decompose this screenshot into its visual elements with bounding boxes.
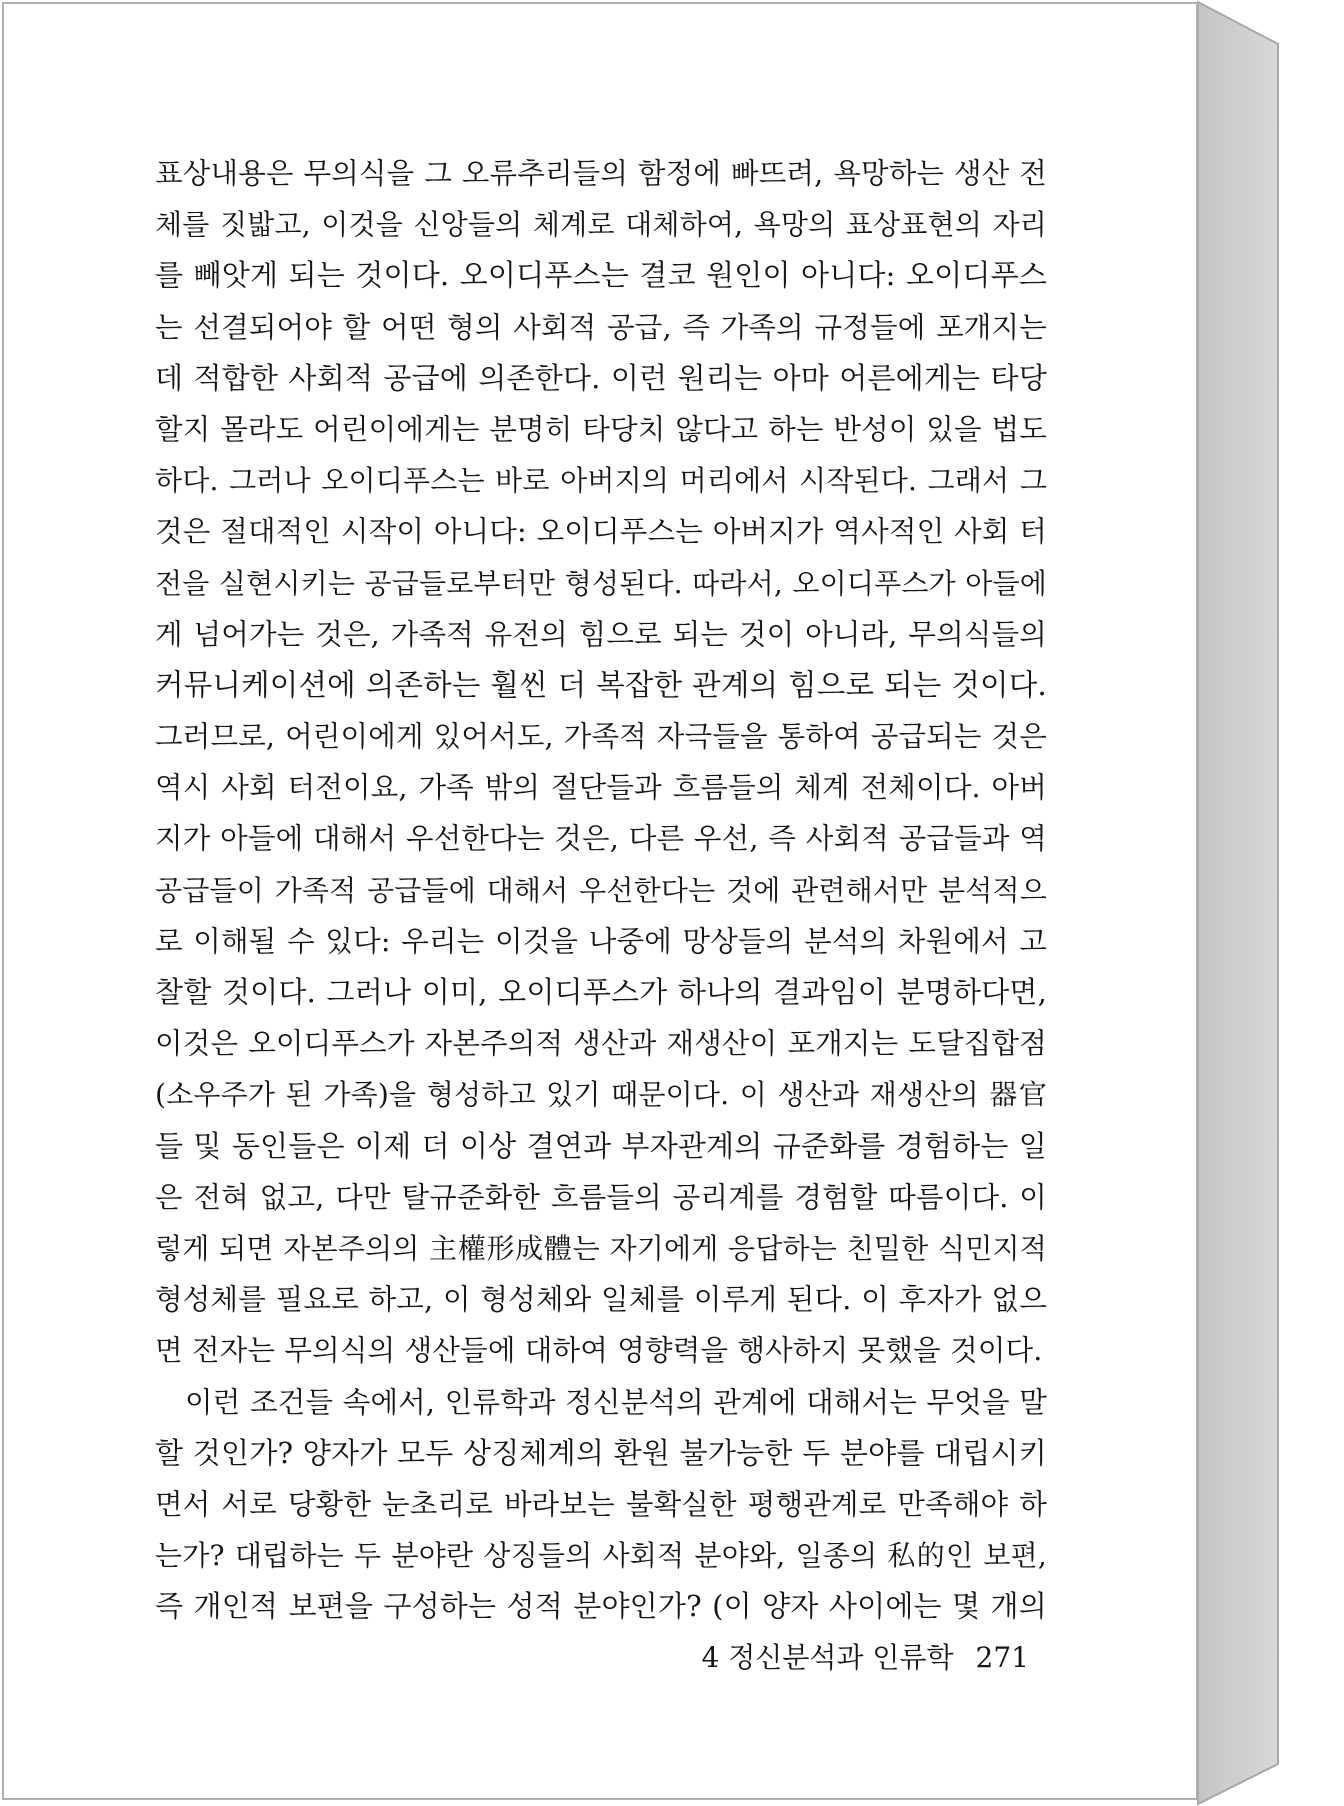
- text-line: 공급들이 가족적 공급들에 대해서 우선한다는 것에 관련해서만 분석적으: [155, 873, 1047, 907]
- text-line: 즉 개인적 보편을 구성하는 성적 분야인가? (이 양자 사이에는 몇 개의: [155, 1589, 1047, 1624]
- running-footer-chapter: 4 정신분석과 인류학: [701, 1641, 954, 1674]
- text-line: 할 것인가? 양자가 모두 상징체계의 환원 불가능한 두 분야를 대립시키: [155, 1435, 1047, 1470]
- text-line: 면 전자는 무의식의 생산들에 대하여 영향력을 행사하지 못했을 것이다.: [155, 1334, 1043, 1368]
- text-line: 할지 몰라도 어린이에게는 분명히 타당치 않다고 하는 반성이 있을 법도: [155, 412, 1047, 446]
- text-line: 커뮤니케이션에 의존하는 훨씬 더 복잡한 관계의 힘으로 되는 것이다.: [155, 667, 1047, 702]
- text-line: 로 이해될 수 있다: 우리는 이것을 나중에 망상들의 분석의 차원에서 고: [155, 924, 1047, 958]
- text-line: 는 선결되어야 할 어떤 형의 사회적 공급, 즉 가족의 규정들에 포개지는: [155, 310, 1047, 344]
- text-line: 렇게 되면 자본주의의 主權形成體는 자기에게 응답하는 친밀한 식민지적: [155, 1231, 1047, 1265]
- text-line: 역시 사회 터전이요, 가족 밖의 절단들과 흐름들의 체계 전체이다. 아버: [155, 771, 1047, 805]
- text-line: 찰할 것이다. 그러나 이미, 오이디푸스가 하나의 결과임이 분명하다면,: [155, 975, 1047, 1009]
- text-line: 전을 실현시키는 공급들로부터만 형성된다. 따라서, 오이디푸스가 아들에: [155, 566, 1047, 600]
- text-line: 하다. 그러나 오이디푸스는 바로 아버지의 머리에서 시작된다. 그래서 그: [155, 464, 1047, 498]
- text-line: 면서 서로 당황한 눈초리로 바라보는 불확실한 평행관계로 만족해야 하: [155, 1487, 1047, 1521]
- page-footer: [702, 1636, 1029, 1676]
- text-line: 는가? 대립하는 두 분야란 상징들의 사회적 분야와, 일종의 私的인 보편,: [155, 1539, 1047, 1573]
- text-line: 은 전혀 없고, 다만 탈규준화한 흐름들의 공리계를 경험할 따름이다. 이: [155, 1180, 1047, 1214]
- body-text: [155, 148, 1047, 1632]
- text-line: 표상내용은 무의식을 그 오류추리들의 함정에 빠뜨려, 욕망하는 생산 전: [155, 157, 1047, 190]
- text-line: 이런 조건들 속에서, 인류학과 정신분석의 관계에 대해서는 무엇을 말: [185, 1385, 1047, 1419]
- text-line: 데 적합한 사회적 공급에 의존한다. 이런 원리는 아마 어른에게는 타당: [155, 360, 1047, 395]
- text-line: 형성체를 필요로 하고, 이 형성체와 일체를 이루게 된다. 이 후자가 없으: [155, 1283, 1047, 1317]
- text-line: 지가 아들에 대해서 우선한다는 것은, 다른 우선, 즉 사회적 공급들과 역: [155, 822, 1047, 856]
- text-line: 들 및 동인들은 이제 더 이상 결연과 부자관계의 규준화를 경험하는 일: [155, 1128, 1047, 1163]
- text-line: 것은 절대적인 시작이 아니다: 오이디푸스는 아버지가 역사적인 사회 터: [155, 515, 1047, 549]
- text-line: 게 넘어가는 것은, 가족적 유전의 힘으로 되는 것이 아니라, 무의식들의: [155, 617, 1047, 651]
- page-number: 271: [975, 1641, 1029, 1674]
- text-line: 체를 짓밟고, 이것을 신앙들의 체계로 대체하여, 욕망의 표상표현의 자리: [155, 208, 1047, 242]
- text-line: 그러므로, 어린이에게 있어서도, 가족적 자극들을 통하여 공급되는 것은: [155, 720, 1047, 754]
- text-line: 를 빼앗게 되는 것이다. 오이디푸스는 결코 원인이 아니다: 오이디푸스: [155, 258, 1047, 293]
- text-line: 이것은 오이디푸스가 자본주의적 생산과 재생산이 포개지는 도달집합점: [155, 1027, 1047, 1061]
- text-line: (소우주가 된 가족)을 형성하고 있기 때문이다. 이 생산과 재생산의 器官: [155, 1078, 1047, 1112]
